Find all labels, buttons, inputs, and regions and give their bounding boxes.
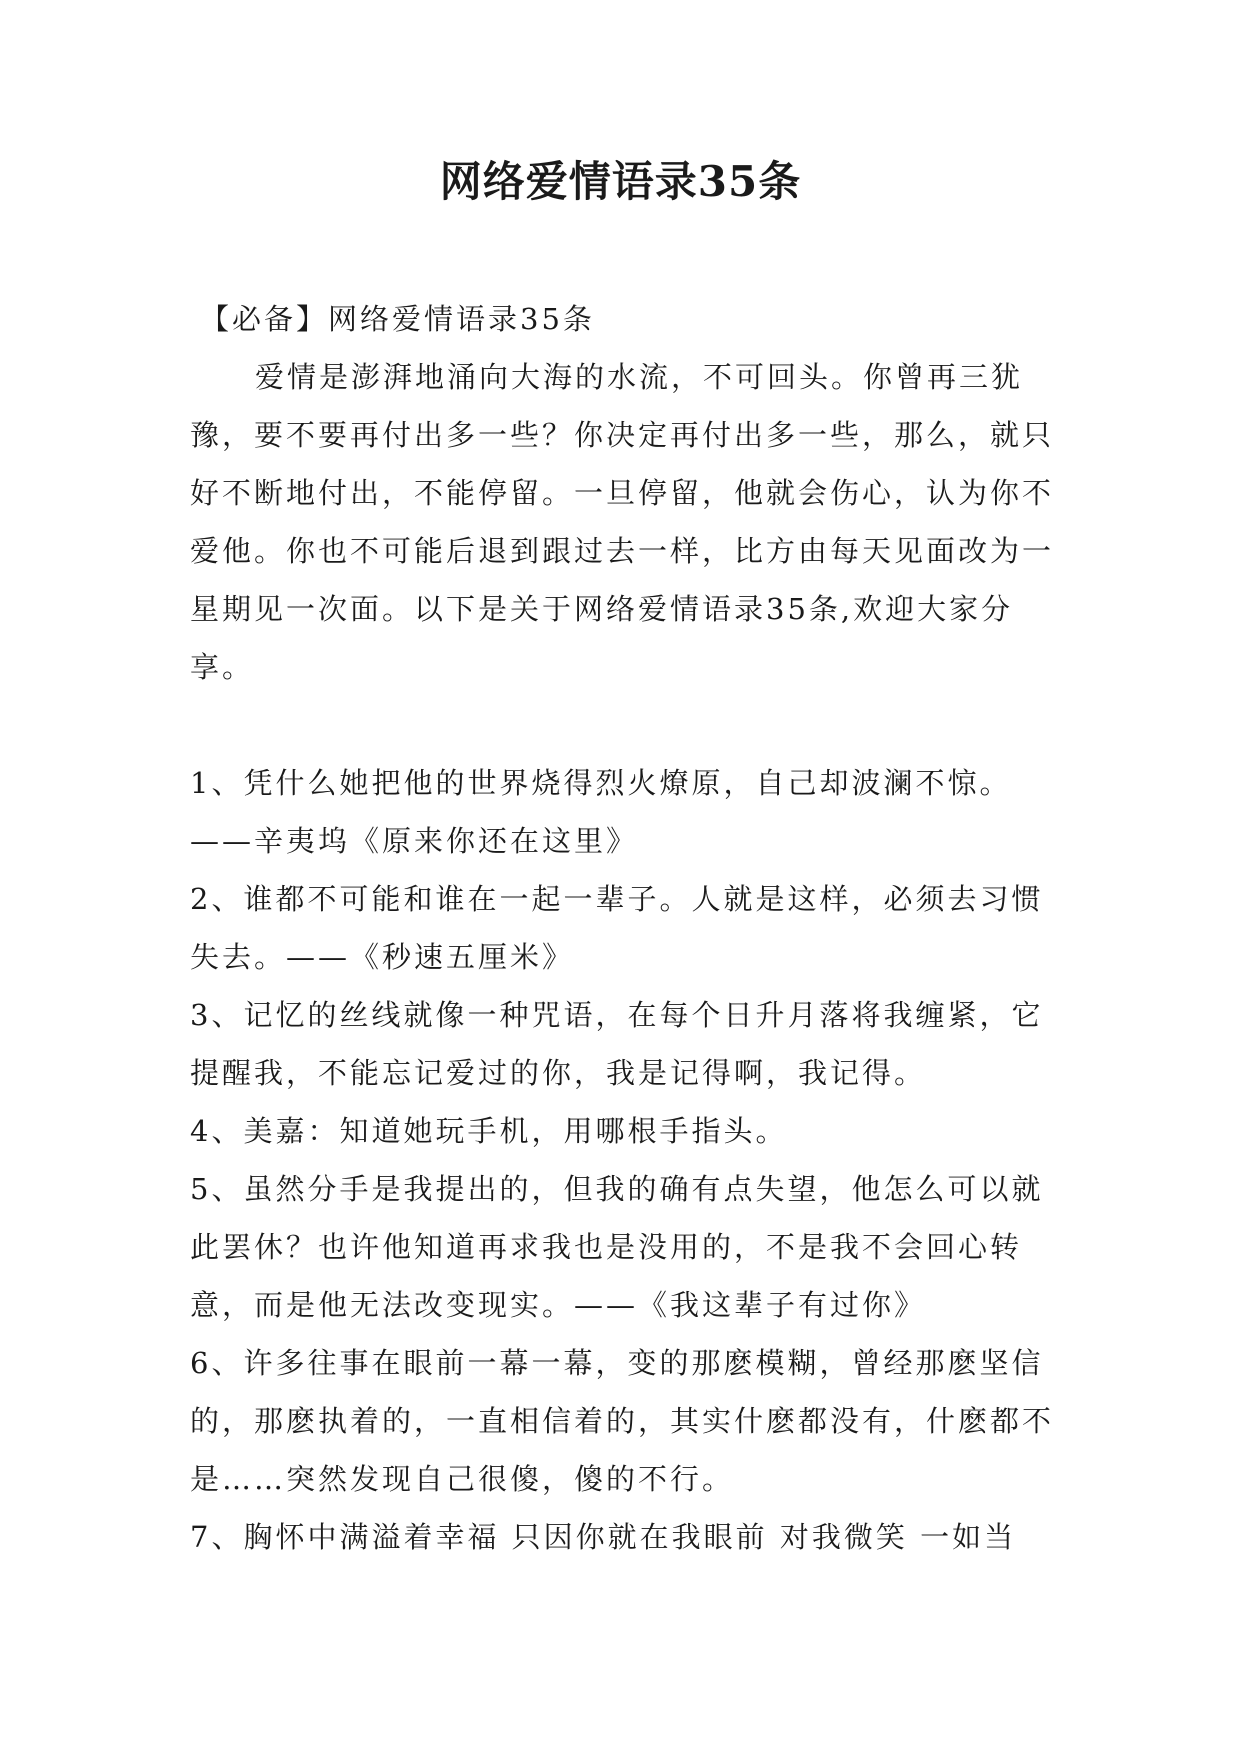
quote-item-6: 6、许多往事在眼前一幕一幕，变的那麽模糊，曾经那麽坚信的，那麽执着的，一直相信着的，其实什麽都没有，什麽都不是……突然发现自己很傻，傻的不行。 <box>190 1346 1055 1496</box>
page-title: 网络爱情语录35条 <box>439 157 802 206</box>
document-body <box>190 290 1060 1566</box>
quote-item-4: 4、美嘉：知道她玩手机，用哪根手指头。 <box>190 1114 788 1148</box>
quote-item-3: 3、记忆的丝线就像一种咒语，在每个日升月落将我缠紧，它提醒我，不能忘记爱过的你，我是记得啊，我记得。 <box>190 998 1044 1090</box>
quote-item-1: 1、凭什么她把他的世界烧得烈火燎原，自己却波澜不惊。——辛夷坞《原来你还在这里》 <box>190 766 1012 858</box>
quote-item-7: 7、胸怀中满溢着幸福 只因你就在我眼前 对我微笑 一如当 <box>190 1520 1017 1554</box>
paragraph-spacer <box>190 696 1060 754</box>
quote-item-2: 2、谁都不可能和谁在一起一辈子。人就是这样，必须去习惯失去。——《秒速五厘米》 <box>190 882 1044 974</box>
quote-item-5: 5、虽然分手是我提出的，但我的确有点失望，他怎么可以就此罢休？也许他知道再求我也是没用的，不是我不会回心转意，而是他无法改变现实。——《我这辈子有过你》 <box>190 1172 1044 1322</box>
document-subtitle: 【必备】网络爱情语录35条 <box>200 302 595 336</box>
intro-paragraph: 爱情是澎湃地涌向大海的水流，不可回头。你曾再三犹豫，要不要再付出多一些？你决定再付出多一些，那么，就只好不断地付出，不能停留。一旦停留，他就会伤心，认为你不爱他。你也不可能后退到跟过去一样，比方由每天见面改为一星期见一次面。以下是关于网络爱情语录35条,欢迎大家分享。 <box>190 360 1055 684</box>
